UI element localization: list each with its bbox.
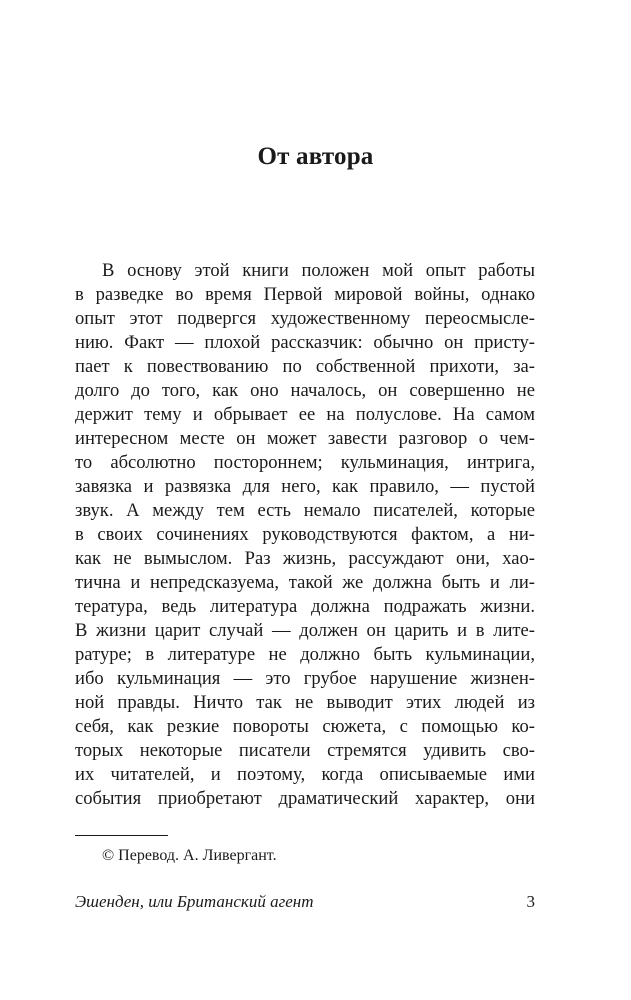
body-line: В жизни царит случай — должен он царить и в лите- (75, 620, 535, 641)
running-title: Эшенден, или Британский агент (75, 892, 314, 911)
body-line: нию. Факт — плохой рассказчик: обычно он присту- (75, 332, 535, 353)
body-line: то абсолютно постороннем; кульминация, интрига, (75, 452, 535, 473)
body-line: тична и непредсказуема, такой же должна быть и ли- (75, 572, 535, 593)
body-line: ибо кульминация — это грубое нарушение жизнен- (75, 668, 535, 689)
body-line: в своих сочинениях руководствуются фактом, а ни- (75, 524, 535, 545)
chapter-title: От автора (257, 143, 374, 170)
body-line: торых некоторые писатели стремятся удивить сво- (75, 740, 535, 761)
body-line: тература, ведь литература должна подражать жизни. (75, 596, 535, 617)
footnote: © Перевод. А. Ливергант. (102, 847, 277, 864)
body-line: долго до того, как оно началось, он совершенно не (75, 380, 535, 401)
body-line: их читателей, и поэтому, когда описываемые ими (75, 764, 535, 785)
body-line: пает к повествованию по собственной прихоти, за- (75, 356, 535, 377)
page-number: 3 (526, 892, 535, 911)
body-line: опыт этот подвергся художественному переосмысле- (75, 308, 535, 329)
body-line: звук. А между тем есть немало писателей, которые (75, 500, 535, 521)
body-line: себя, как резкие повороты сюжета, с помощью ко- (75, 716, 535, 737)
body-line: ной правды. Ничто так не выводит этих людей из (75, 692, 535, 713)
body-line: завязка и развязка для него, как правило, — пустой (75, 476, 535, 497)
body-line: ратуре; в литературе не должно быть кульминации, (75, 644, 535, 665)
body-line: как не вымыслом. Раз жизнь, рассуждают они, хао- (75, 548, 535, 569)
body-line: интересном месте он может завести разговор о чем- (75, 428, 535, 449)
footnote-divider (75, 835, 168, 836)
body-line: держит тему и обрывает ее на полуслове. На самом (75, 404, 535, 425)
body-line: в разведке во время Первой мировой войны, однако (75, 284, 535, 305)
body-text (75, 259, 535, 811)
body-line: В основу этой книги положен мой опыт работы (102, 260, 535, 281)
body-line: события приобретают драматический характер, они (75, 788, 535, 809)
